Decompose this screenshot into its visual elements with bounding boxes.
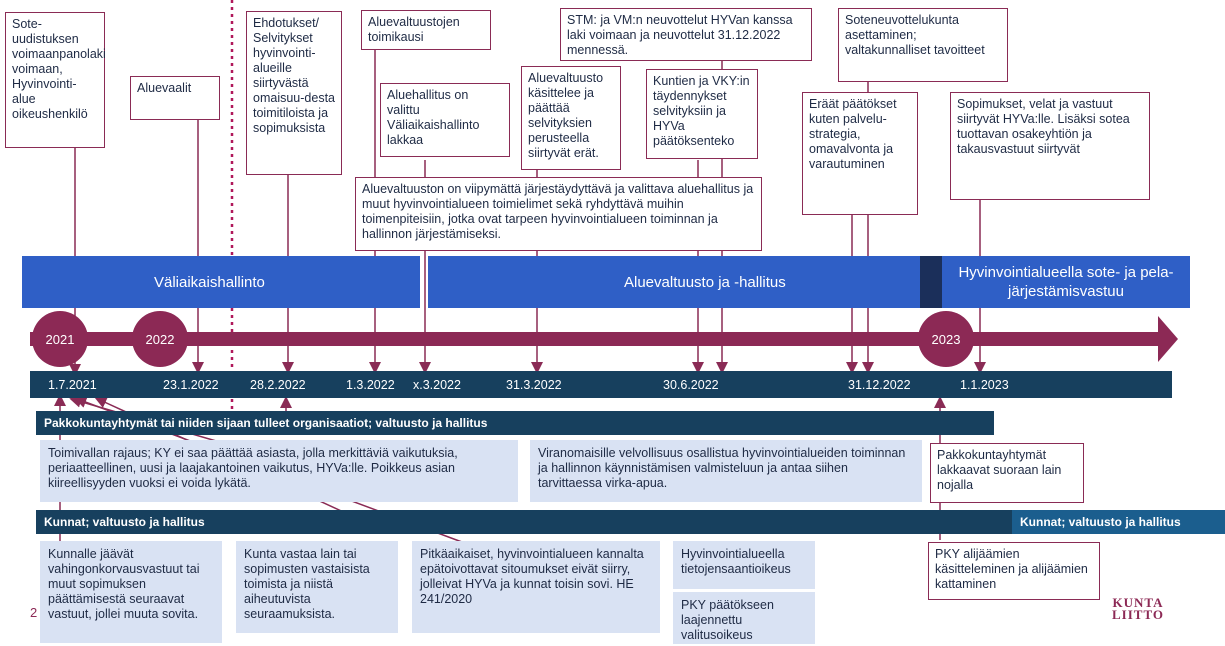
kuntaliitto-logo <box>1108 597 1168 621</box>
page-number: 2 <box>30 605 38 620</box>
year-2023: 2023 <box>918 311 974 367</box>
date-label: x.3.2022 <box>413 378 461 392</box>
box-pky-dissolve: Pakkokuntayhtymät lakkaavat suoraan lain nojalla <box>930 443 1084 503</box>
box-stm-vm: STM: ja VM:n neuvottelut HYVan kanssa laki voimaan ja neuvottelut 31.12.2022 mennessä. <box>560 8 812 61</box>
timeline-arrow <box>30 332 1160 346</box>
date-label: 28.2.2022 <box>250 378 306 392</box>
year-2022: 2022 <box>132 311 188 367</box>
box-council-term: Aluevaltuustojen toimikausi <box>361 10 491 50</box>
box-contracts-transfer: Sopimukset, velat ja vastuut siirtyvät HYVa:lle. Lisäksi sotea tuottavan osakeyhtiön ja takausvastuut siirtyvät <box>950 92 1150 200</box>
box-decisions: Eräät päätökset kuten palvelu-strategia, omavalvonta ja varautuminen <box>802 92 918 215</box>
date-label: 30.6.2022 <box>663 378 719 392</box>
logo-text: KUNTA LIITTO <box>1111 595 1164 622</box>
phase-council-label: Aluevaltuusto ja -hallitus <box>624 273 786 291</box>
box-proposals: Ehdotukset/ Selvitykset hyvinvointi-alueille siirtyvästä omaisuu-desta toimitiloista ja sopimuksista <box>246 11 342 175</box>
bar-municipalities-right: Kunnat; valtuusto ja hallitus <box>1012 510 1225 534</box>
box-appeal: PKY päätökseen laajennettu valitusoikeus <box>673 592 815 644</box>
bar-municipalities: Kunnat; valtuusto ja hallitus <box>36 510 1012 534</box>
date-label: 31.12.2022 <box>848 378 911 392</box>
box-municipality-resp: Kunta vastaa lain tai sopimusten vastaisista toimista ja niistä aiheutuvista seuraamuksista. <box>236 541 398 633</box>
phase-interim <box>22 256 420 308</box>
phase-council <box>428 256 920 308</box>
box-deficit: PKY alijäämien käsitteleminen ja alijäämien kattaminen <box>928 542 1100 600</box>
box-council-reviews: Aluevaltuusto käsittelee ja päättää selvityksien perusteella siirtyvät erät. <box>521 66 621 170</box>
box-municipal-supplements: Kuntien ja VKY:in täydennykset selvityksiin ja HYVa päätöksenteko <box>646 69 758 159</box>
box-reform-law: Sote-uudistuksen voimaanpanolaki voimaan, Hyvinvointi-alue oikeushenkilö <box>5 12 105 148</box>
box-interim-ends: Aluehallitus on valittu Väliaikaishallinto lakkaa <box>380 83 510 157</box>
date-label: 31.3.2022 <box>506 378 562 392</box>
box-elections: Aluevaalit <box>130 76 220 120</box>
box-liability: Kunnalle jäävät vahingonkorvausvastuut tai muut sopimuksen päättämisestä seuraavat vastuut, jollei muuta sovita. <box>40 541 222 643</box>
phase-arrow-icon <box>920 256 942 308</box>
box-long-term: Pitkäaikaiset, hyvinvointialueen kannalta epätoivottavat sitoumukset eivät siirry, jolleivat HYVa ja kunnat toisin sovi. HE 241/2020 <box>412 541 660 633</box>
date-label: 1.7.2021 <box>48 378 97 392</box>
box-authorities: Viranomaisille velvollisuus osallistua hyvinvointialueiden toiminnan ja hallinnon käynnistämisen valmisteluun ja antaa siihen tarvittaessa virka-apua. <box>530 440 922 502</box>
phase-wellbeing-label: Hyvinvointialueella sote- ja pela- järjestämisvastuu <box>958 264 1174 300</box>
date-label: 1.3.2022 <box>346 378 395 392</box>
year-2021: 2021 <box>32 311 88 367</box>
date-label: 1.1.2023 <box>960 378 1009 392</box>
date-label: 23.1.2022 <box>163 378 219 392</box>
timeline-arrowhead-icon <box>1158 316 1178 362</box>
phase-wellbeing <box>942 256 1190 308</box>
box-info-right: Hyvinvointialueella tietojensaantioikeus <box>673 541 815 589</box>
box-soteneuvottelu: Soteneuvottelukunta asettaminen; valtakunnalliset tavoitteet <box>838 8 1008 82</box>
bar-pky: Pakkokuntayhtymät tai niiden sijaan tulleet organisaatiot; valtuusto ja hallitus <box>36 411 994 435</box>
box-restriction: Toimivallan rajaus; KY ei saa päättää asiasta, jolla merkittäviä vaikutuksia, periaatteellinen, uusi ja laajakantoinen vaikutus, HYVa:lle. Poikkeus asian kiireellisyyden vuoksi ei voida lykätä. <box>40 440 518 502</box>
box-council-must: Aluevaltuuston on viipymättä järjestäydyttävä ja valittava aluehallitus ja muut hyvinvointialueen toimielimet sekä ryhdyttävä muihin toimenpiteisiin, jotka ovat tarpeen hyvinvointialueen toiminnan ja hallinnon järjestämiseksi. <box>355 177 762 251</box>
phase-interim-label: Väliaikaishallinto <box>154 273 265 291</box>
